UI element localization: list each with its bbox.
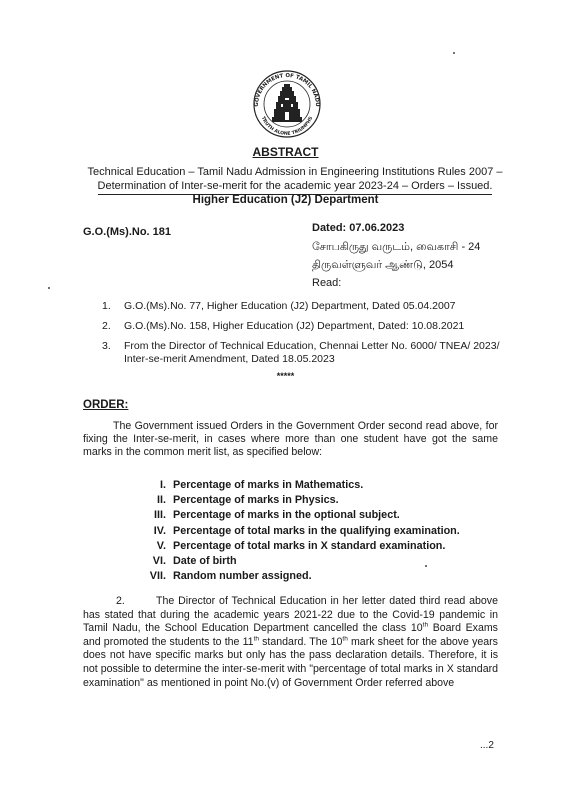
- subject: [80, 165, 510, 195]
- department-heading: Higher Education (J2) Department: [192, 194, 379, 206]
- criteria-number: I.: [160, 478, 166, 491]
- scan-speck: [425, 565, 427, 567]
- para2-text-b: Board Exams and promoted the students to the 11: [83, 622, 498, 648]
- criteria-item: [140, 538, 500, 553]
- subject-line-1: Technical Education – Tamil Nadu Admission in Engineering Institutions Rules 2007 –: [87, 166, 503, 178]
- criteria-number: VI.: [152, 555, 166, 568]
- tamil-date-line-2: திருவள்ளுவர் ஆண்டு, 2054: [312, 259, 454, 271]
- references-list: [102, 300, 502, 373]
- superscript-th: th: [422, 621, 429, 629]
- reference-text: G.O.(Ms).No. 77, Higher Education (J2) Department, Dated 05.04.2007: [124, 300, 456, 312]
- criteria-item: [140, 553, 500, 568]
- tamil-date-line-1: சோபகிருது வருடம், வைகாசி - 24: [312, 241, 481, 253]
- tamil-nadu-emblem: [248, 68, 326, 140]
- order-heading: ORDER:: [83, 399, 129, 411]
- svg-text:TRUTH ALONE TRIUMPHS: TRUTH ALONE TRIUMPHS: [259, 116, 315, 137]
- read-label: Read:: [312, 277, 342, 289]
- criteria-text: Date of birth: [173, 555, 237, 568]
- criteria-number: IV.: [153, 524, 166, 537]
- criteria-number: V.: [156, 539, 166, 552]
- reference-text: From the Director of Technical Education, Chennai Letter No. 6000/ TNEA/ 2023/ Inter-se-merit Amendment, Dated 18.05.2023: [124, 340, 500, 365]
- dated: Dated: 07.06.2023: [312, 222, 405, 234]
- criteria-text: Percentage of total marks in the qualifying examination.: [173, 524, 460, 537]
- subject-line-2: Determination of Inter-se-merit for the academic year 2023-24 – Orders – Issued.: [98, 179, 493, 195]
- criteria-number: VII.: [149, 570, 166, 583]
- criteria-number: III.: [154, 509, 166, 522]
- criteria-text: Percentage of marks in Mathematics.: [173, 478, 364, 491]
- reference-number: 2.: [102, 320, 111, 332]
- criteria-list: [140, 477, 500, 584]
- abstract-title: ABSTRACT: [252, 145, 319, 159]
- criteria-item: [140, 508, 500, 523]
- order-paragraph-1: [83, 420, 498, 459]
- criteria-item: [140, 477, 500, 492]
- reference-item: [102, 340, 502, 366]
- criteria-text: Random number assigned.: [173, 570, 312, 583]
- go-number: G.O.(Ms).No. 181: [83, 226, 172, 238]
- reference-item: [102, 300, 502, 313]
- page-continuation: ...2: [480, 740, 494, 751]
- svg-text:GOVERNMENT OF TAMIL NADU: GOVERNMENT OF TAMIL NADU: [253, 72, 321, 107]
- reference-number: 1.: [102, 300, 111, 312]
- order-paragraph-2: [83, 595, 498, 690]
- criteria-text: Percentage of total marks in X standard examination.: [173, 539, 446, 552]
- superscript-th: th: [342, 635, 348, 643]
- separator: *****: [276, 371, 295, 381]
- order-paragraph-1-text: The Government issued Orders in the Government Order second read above, for fixing the Inter-se-merit, in cases where more than one student have got the same marks in the common merit list, as specified below:: [83, 420, 498, 458]
- criteria-item: [140, 492, 500, 507]
- criteria-text: Percentage of marks in the optional subject.: [173, 509, 400, 522]
- reference-text: G.O.(Ms).No. 158, Higher Education (J2) Department, Dated: 10.08.2021: [124, 320, 465, 332]
- superscript-th: th: [253, 635, 259, 643]
- para2-text-d: mark sheet for the above years does not have specific marks but only has the pass declaration details. Therefore, it is not possible to determine the inter-se-merit with "percentage of total marks in X standard examination" as mentioned in point No.(v) of Government Order referred above: [83, 635, 498, 689]
- para2-text-a: The Director of Technical Education in her letter dated third read above has stated that during the academic years 2021-22 due to the Covid-19 pandemic in Tamil Nadu, the School Education Department cancelled the class 10: [83, 595, 498, 635]
- criteria-number: II.: [157, 493, 166, 506]
- reference-number: 3.: [102, 340, 111, 352]
- criteria-text: Percentage of marks in Physics.: [173, 493, 339, 506]
- criteria-item: [140, 523, 500, 538]
- criteria-item: [140, 569, 500, 584]
- reference-item: [102, 320, 502, 333]
- paragraph-number: 2.: [116, 595, 125, 607]
- scan-speck: [48, 287, 50, 289]
- para2-text-c: standard. The 10: [259, 635, 343, 648]
- scan-speck: [453, 52, 455, 54]
